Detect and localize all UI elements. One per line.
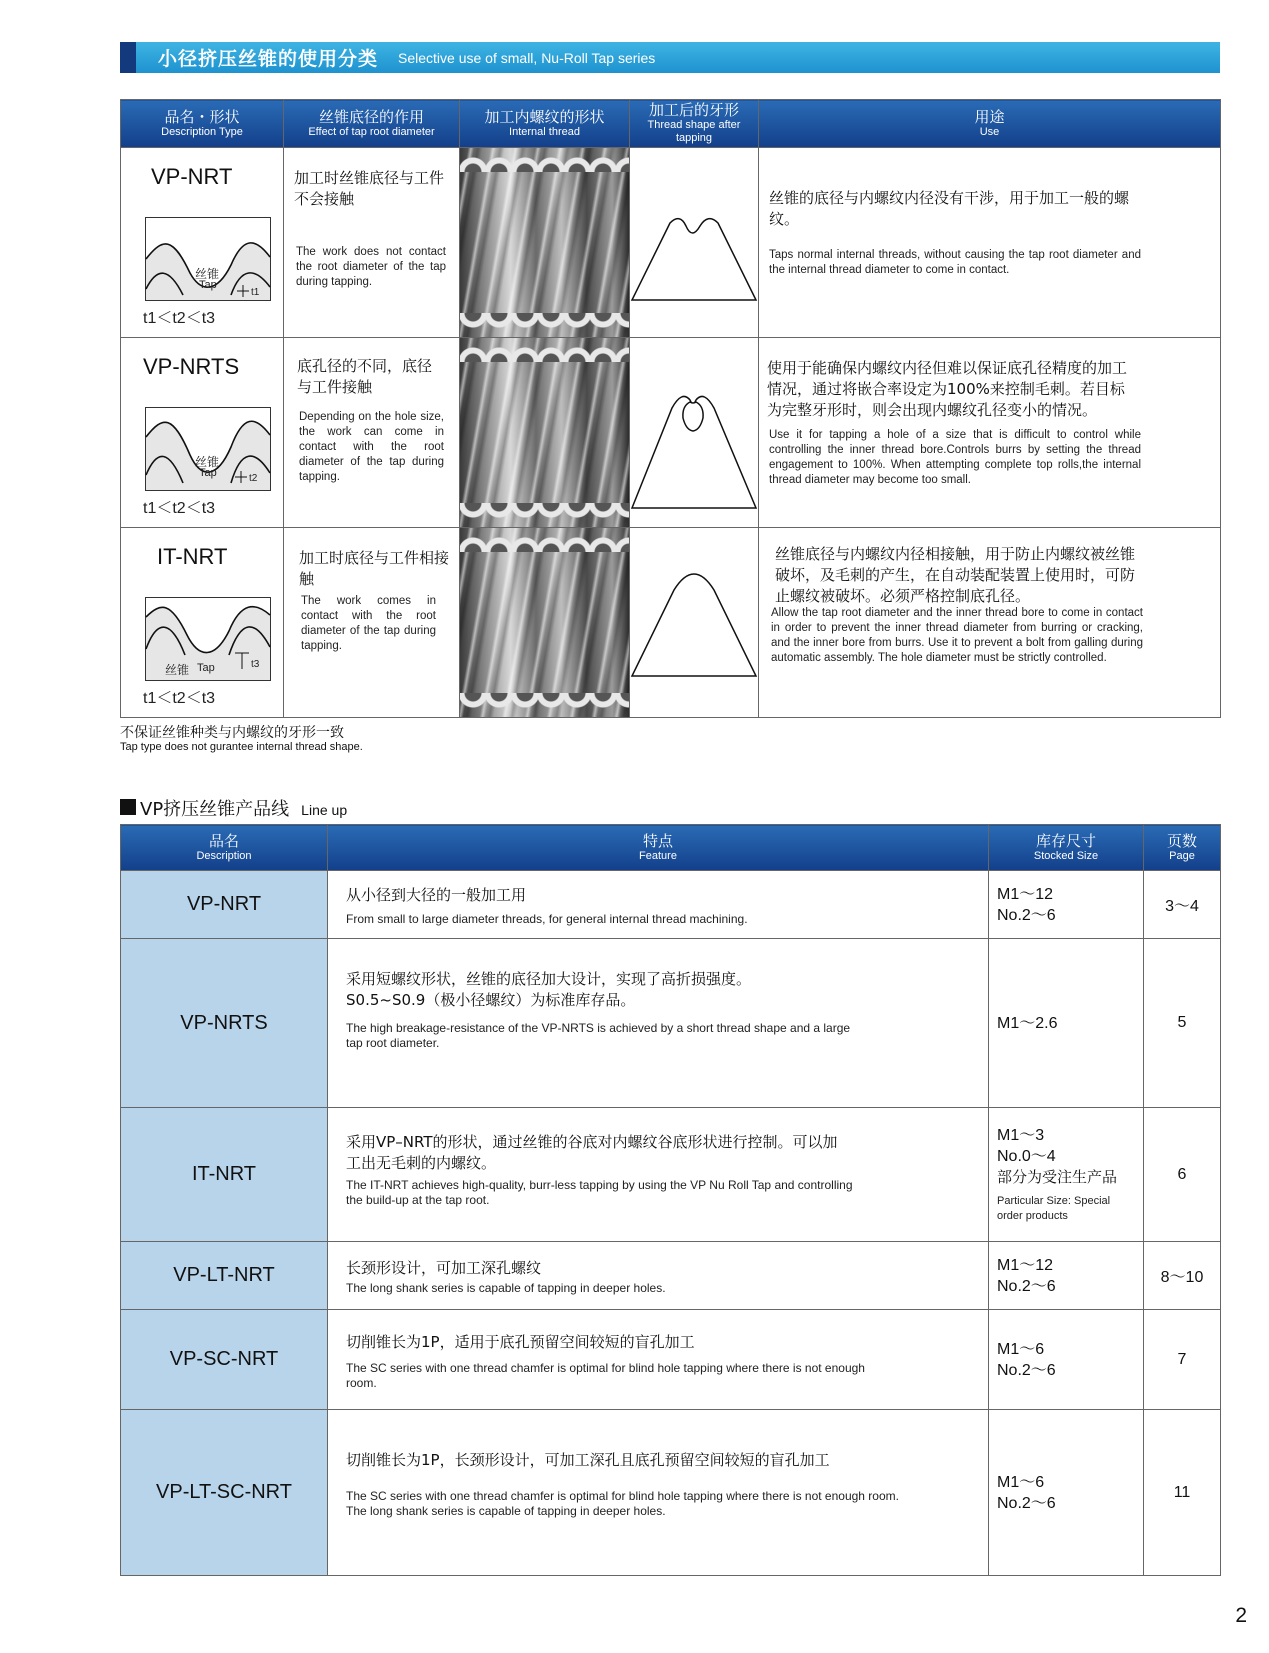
tap-label-en: Tap [197,662,215,674]
lineup-title [120,795,347,821]
lineup-stock [989,1410,1144,1576]
use-cell [759,338,1221,528]
tap-label-zh: 丝锥 [165,663,190,677]
feature-zh: 切削锥长为1P，适用于底孔预留空间较短的盲孔加工 [346,1333,695,1351]
feature-en: The SC series with one thread chamfer is optimal for blind hole tapping where there is not enough room. [346,1361,865,1390]
size-line: M1～2.6 [997,1014,1058,1032]
feature-en: The high breakage-resistance of the VP-NRTS is achieved by a short thread shape and a large tap root diameter. [346,1021,851,1050]
type-name: IT-NRT [157,544,228,569]
use-en: Use it for tapping a hole of a size that is difficult to control while controlling the inner thread bore.Controls burrs by setting the thread engagement to 100%. When attempting complete top rolls,the internal thread diameter may become too small. [769,429,1141,486]
feature-zh: 长颈形设计，可加工深孔螺纹 [346,1259,542,1277]
lineup-stock [989,1108,1144,1242]
thread-shape-cell [630,148,759,338]
use-zh: 丝锥的底径与内螺纹内径没有干涉，用于加工一般的螺纹。 [769,189,1130,228]
effect-en: Depending on the hole size, the work can come in contact with the root diameter of the tap during tapping. [299,411,444,483]
header-use: 用途 Use [759,100,1221,148]
lineup-page: 5 [1144,939,1221,1108]
thread-shape-cell [630,528,759,718]
effect-zh: 加工时丝锥底径与工件不会接触 [294,169,445,208]
lineup-row [121,1242,1221,1310]
thread-photo-image [460,338,629,527]
internal-thread-photo [460,338,630,528]
lineup-feature [328,1242,989,1310]
table-note-en: Tap type does not gurantee internal thread shape. [120,741,363,753]
type-cell [121,338,284,528]
effect-en: The work comes in contact with the root diameter of the tap during tapping. [301,595,436,652]
effect-zh: 底孔径的不同，底径与工件接触 [297,357,433,396]
feature-en: From small to large diameter threads, for general internal thread machining. [346,912,748,926]
thread-shape-diagram [630,338,758,527]
type-cell [121,528,284,718]
lineup-stock [989,871,1144,939]
table-note-zh: 不保证丝锥种类与内螺纹的牙形一致 [120,725,344,741]
thread-shape-diagram [630,528,758,717]
size-line: M1～12 [997,1256,1054,1274]
lineup-row [121,939,1221,1108]
size-line: No.2～6 [997,906,1056,924]
tap-usage-row [121,338,1221,528]
use-en: Taps normal internal threads, without causing the tap root diameter and the internal thread diameter to come in contact. [769,249,1141,276]
feature-zh: 采用短螺纹形状，丝锥的底径加大设计，实现了高折损强度。S0.5~S0.9（极小径螺纹）为标准库存品。 [346,970,752,1009]
lineup-page: 11 [1144,1410,1221,1576]
lineup-name: VP-LT-SC-NRT [121,1410,328,1576]
lineup-name: VP-NRT [121,871,328,939]
use-cell [759,148,1221,338]
feature-en: The SC series with one thread chamfer is optimal for blind hole tapping where there is not enough room. The long shank series is capable of tapping in deeper holes. [346,1489,899,1518]
lineup-feature [328,1310,989,1410]
thread-shape-cell [630,338,759,528]
tap-usage-table [120,99,1221,718]
internal-thread-photo [460,528,630,718]
lineup-row [121,871,1221,939]
tap-label-zh: 丝锥 [195,267,220,281]
feature-zh: 采用VP–NRT的形状，通过丝锥的谷底对内螺纹谷底形状进行控制。可以加工出无毛刺的内螺纹。 [346,1133,838,1172]
tap-usage-header-row [121,100,1221,148]
effect-zh: 加工时底径与工件相接触 [299,549,450,588]
lineup-stock [989,1242,1144,1310]
lineup-page: 3～4 [1144,871,1221,939]
size-line: M1～12 [997,885,1054,903]
section-header-bar [120,42,1220,73]
lineup-feature [328,871,989,939]
effect-cell [284,528,460,718]
size-note-en: Particular Size: Special order products [997,1195,1111,1222]
tap-label-en: Tap [199,467,217,479]
effect-cell [284,338,460,528]
feature-zh: 从小径到大径的一般加工用 [346,886,527,904]
internal-thread-photo [460,148,630,338]
type-name: VP-NRTS [143,354,240,379]
lineup-page: 6 [1144,1108,1221,1242]
lineup-stock [989,939,1144,1108]
t-label: t2 [249,473,258,484]
tap-profile-diagram [145,597,271,681]
type-cell [121,148,284,338]
t-label: t3 [251,659,260,670]
lineup-table [120,824,1221,1576]
thread-photo-image [460,528,629,717]
header-stocked-size: 库存尺寸 Stocked Size [989,825,1144,871]
use-en: Allow the tap root diameter and the inner thread bore to come in contact in order to prevent the inner thread diameter from burring or cracking, and the inner bore from burrs. Use it to prevent a bolt from galling during automatic assembly. The hole diameter must be strictly controlled. [771,607,1143,664]
lineup-name: VP-SC-NRT [121,1310,328,1410]
lineup-row [121,1310,1221,1410]
size-line: M1～3 [997,1127,1045,1144]
tap-usage-row [121,528,1221,718]
thread-photo-image [460,148,629,337]
lineup-title-en: Line up [301,802,348,818]
size-line: No.0～4 [997,1148,1056,1165]
size-note-zh: 部分为受注生产品 [997,1169,1118,1186]
lineup-row [121,1410,1221,1576]
lineup-name: VP-LT-NRT [121,1242,328,1310]
t-relation: t1＜t2＜t3 [143,310,216,327]
lineup-title-zh: VP挤压丝锥产品线 [140,799,290,820]
feature-en: The long shank series is capable of tapping in deeper holes. [346,1281,666,1295]
header-internal-thread: 加工内螺纹的形状 Internal thread [460,100,630,148]
lineup-feature [328,1108,989,1242]
effect-cell [284,148,460,338]
tap-profile-diagram [145,217,271,301]
page-number: 2 [1235,1604,1247,1627]
size-line: No.2～6 [997,1361,1056,1379]
thread-shape-diagram [630,148,758,337]
square-bullet-icon [120,799,136,815]
use-cell [759,528,1221,718]
effect-en: The work does not contact the root diameter of the tap during tapping. [296,246,446,288]
section-title-zh: 小径挤压丝锥的使用分类 [158,48,379,70]
tap-label-zh: 丝锥 [195,455,220,469]
size-line: M1～6 [997,1340,1045,1358]
lineup-page: 7 [1144,1310,1221,1410]
section-title-en: Selective use of small, Nu-Roll Tap series [398,49,656,66]
type-name: VP-NRT [151,164,233,189]
size-line: No.2～6 [997,1277,1056,1295]
t-relation: t1＜t2＜t3 [143,690,216,707]
lineup-name: IT-NRT [121,1108,328,1242]
lineup-header-row [121,825,1221,871]
header-feature: 特点 Feature [328,825,989,871]
use-zh: 使用于能确保内螺纹内径但难以保证底孔径精度的加工情况，通过将嵌合率设定为100%来控制毛刺。若目标为完整牙形时，则会出现内螺纹孔径变小的情况。 [767,359,1128,419]
size-line: M1～6 [997,1473,1045,1491]
header-page: 页数 Page [1144,825,1221,871]
t-relation: t1＜t2＜t3 [143,500,216,517]
lineup-row [121,1108,1221,1242]
tap-profile-diagram [145,407,271,491]
lineup-page: 8～10 [1144,1242,1221,1310]
feature-zh: 切削锥长为1P，长颈形设计，可加工深孔且底孔预留空间较短的盲孔加工 [346,1451,830,1469]
size-line: No.2～6 [997,1494,1056,1512]
lineup-feature [328,939,989,1108]
header-thread-shape: 加工后的牙形 Thread shape after tapping [630,100,759,148]
feature-en: The IT-NRT achieves high-quality, burr-less tapping by using the VP Nu Roll Tap and controlling the build-up at the tap root. [346,1178,853,1207]
lineup-name: VP-NRTS [121,939,328,1108]
use-zh: 丝锥底径与内螺纹内径相接触，用于防止内螺纹被丝锥破坏，及毛刺的产生，在自动装配装置上使用时，可防止螺纹被破坏。必须严格控制底孔径。 [775,545,1136,605]
section-bar-accent [120,42,136,73]
header-description: 品名 Description [121,825,328,871]
header-description-type: 品名・形状 Description Type [121,100,284,148]
lineup-feature [328,1410,989,1576]
t-label: t1 [251,287,260,298]
header-root-effect: 丝锥底径的作用 Effect of tap root diameter [284,100,460,148]
lineup-stock [989,1310,1144,1410]
tap-label-en: Tap [199,279,217,291]
tap-usage-row [121,148,1221,338]
